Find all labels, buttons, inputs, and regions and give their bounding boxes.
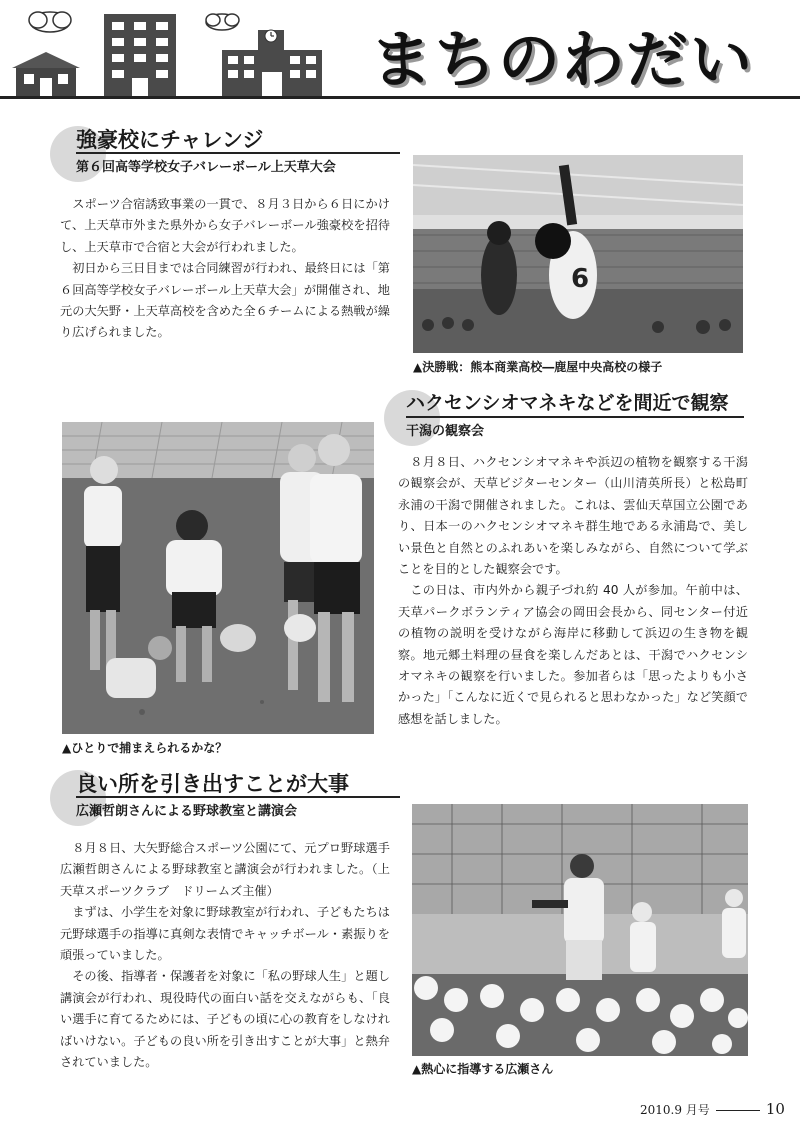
tidal-flat-photo: [62, 422, 374, 734]
article3-paragraph: ８月８日、大矢野総合スポーツ公園にて、元プロ野球選手広瀬哲朗さんによる野球教室と講演会が行われました。（上天草スポーツクラブ ドリームズ主催）: [60, 841, 390, 898]
article2-paragraph: この日は、市内外から親子づれ約 40 人が参加。午前中は、天草パークボランティア協会の岡田会長から、同センター付近の植物の説明を受けながら海岸に移動して浜辺の生き物を観察。地元郷土料理の昼食を楽しんだあとは、干潟でハクセンシオマネキの観察を行いました。参加者らは「思ったよりも小さかった」「こんなに近くで見られると思わなかった」など笑顔で感想を話しました。: [398, 583, 748, 726]
article3-title: 良い所を引き出すことが大事: [76, 772, 349, 796]
article1-subtitle: 第６回高等学校女子バレーボール上天草大会: [76, 160, 336, 175]
footer-rule: [716, 1110, 760, 1111]
school-icon: [222, 30, 322, 96]
baseball-clinic-photo: [412, 804, 748, 1056]
article2-photo-caption: ▲ひとりで捕まえられるかな？: [62, 741, 228, 755]
article1-paragraph: スポーツ合宿誘致事業の一貫で、８月３日から６日にかけて、上天草市外また県外から女子バレーボール強豪校を招待し、上天草市で合宿と大会が行われました。: [60, 197, 390, 254]
issue-label: 2010.9 月号: [640, 1103, 710, 1117]
article2-rule: [406, 416, 744, 418]
article3-paragraph: まずは、小学生を対象に野球教室が行われ、子どもたちは元野球選手の指導に真剣な表情でキャッチボール・素振りを頑張っていました。: [60, 905, 390, 963]
article3-photo-caption: ▲熱心に指導する広瀬さん: [412, 1062, 554, 1076]
volleyball-photo: [413, 155, 743, 353]
article2-subtitle: 干潟の観察会: [406, 424, 485, 439]
article1-rule: [76, 152, 400, 154]
article3-body: [60, 838, 390, 1073]
townscape-illustration: [0, 0, 360, 100]
article3-paragraph: その後、指導者・保護者を対象に「私の野球人生」と題し講演会が行われ、現役時代の面白い話を交えながらも、「良い選手に育てるためには、子どもの頃に心の教育をしなければいけない。子どもの良い所を引き出すことが大事」と熱弁されていました。: [60, 969, 390, 1070]
article1-heading: [50, 122, 400, 182]
svg-text:6: 6: [571, 264, 590, 294]
article3-rule: [76, 796, 400, 798]
page-header: [0, 0, 800, 100]
page-footer: [640, 1100, 785, 1118]
header-rule: [0, 96, 800, 99]
article1-title: 強豪校にチャレンジ: [76, 128, 264, 152]
article2-heading: [384, 386, 744, 446]
house-icon: [12, 52, 80, 96]
article1-photo-caption: ▲決勝戦：熊本商業高校―鹿屋中央高校の様子: [413, 360, 663, 374]
article2-title: ハクセンシオマネキなどを間近で観察: [406, 392, 729, 414]
article1-body: [60, 194, 390, 344]
article2-paragraph: ８月８日、ハクセンシオマネキや浜辺の植物を観察する干潟の観察会が、天草ビジターセンター（山川清英所長）と松島町永浦の干潟で開催されました。これは、雲仙天草国立公園であり、日本一のハクセンシオマネキ群生地である永浦島で、美しい景色と自然とのふれあいを楽しみながら、自然について学ぶことを目的とした観察会です。: [398, 455, 748, 577]
masthead-title: まちのわだい: [370, 23, 755, 96]
article3-subtitle: 広瀬哲朗さんによる野球教室と講演会: [76, 804, 298, 819]
page-number: 10: [765, 1100, 785, 1118]
article2-body: [398, 452, 748, 730]
building-icon: [104, 14, 176, 96]
article1-paragraph: 初日から三日目までは合同練習が行われ、最終日には「第６回高等学校女子バレーボール上天草大会」が開催され、地元の大矢野・上天草高校を含めた全６チームによる熱戦が繰り広げられました。: [60, 261, 390, 340]
article3-heading: [50, 766, 400, 826]
